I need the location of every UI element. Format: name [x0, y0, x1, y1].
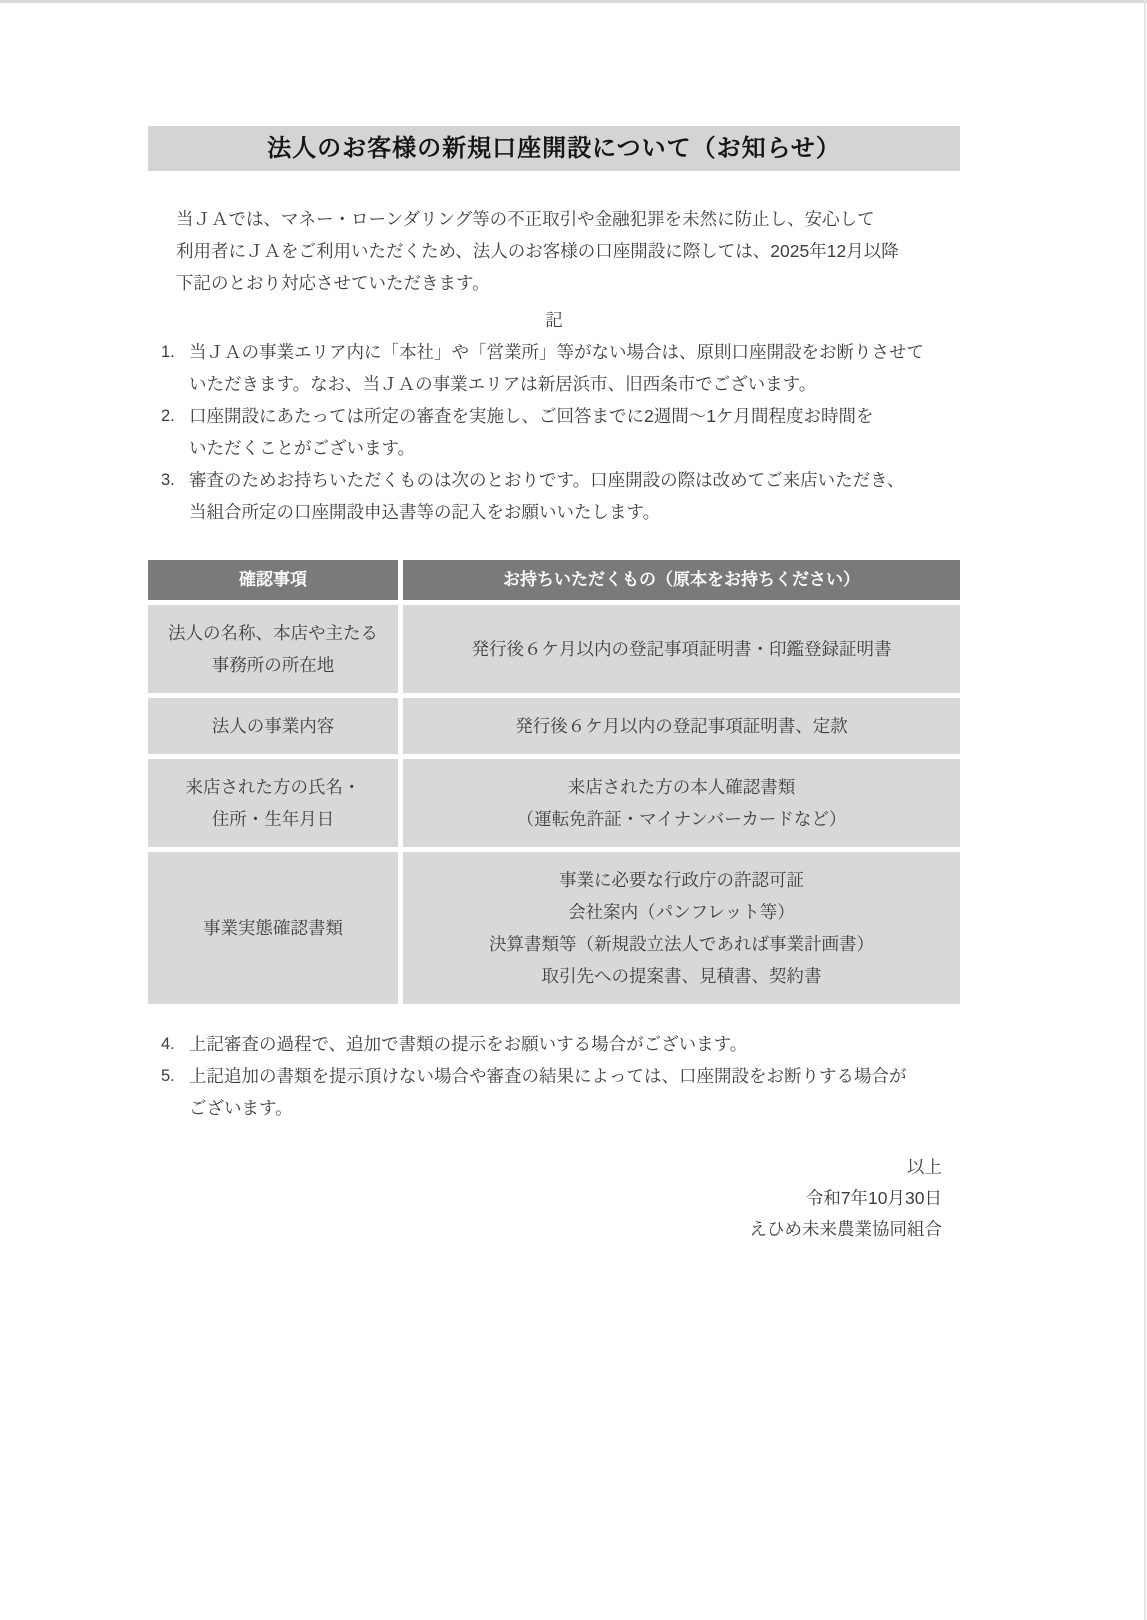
table-cell-line: 住所・生年月日	[211, 809, 335, 829]
intro-line: 当ＪＡでは、マネー・ローンダリング等の不正取引や金融犯罪を未然に防止し、安心して	[176, 209, 875, 229]
list-item	[148, 1060, 960, 1124]
list-item-line: 当ＪＡの事業エリア内に「本社」や「営業所」等がない場合は、原則口座開設をお断りさせて	[189, 342, 924, 362]
table-cell-line: 発行後６ケ月以内の登記事項証明書、定款	[515, 716, 848, 736]
list-item-number: 1.	[161, 343, 175, 361]
table-cell-item	[148, 605, 398, 693]
table-header-cell: 確認事項	[148, 560, 398, 600]
intro-paragraph	[176, 203, 960, 299]
list-item	[148, 400, 960, 464]
table-cell-line: 会社案内（パンフレット等）	[568, 902, 795, 922]
list-item-line: いただきます。なお、当ＪＡの事業エリアは新居浜市、旧西条市でございます。	[189, 374, 817, 394]
page-title: 法人のお客様の新規口座開設について（お知らせ）	[267, 135, 841, 162]
list-item-text	[189, 1028, 960, 1060]
document-content	[148, 0, 960, 1245]
table-cell-item	[148, 852, 398, 1004]
list-item-text	[189, 400, 960, 464]
list-item-line: 上記追加の書類を提示頂けない場合や審査の結果によっては、口座開設をお断りする場合が	[189, 1066, 907, 1086]
list-item-number: 3.	[161, 471, 175, 489]
footer-numbered-list	[148, 1028, 960, 1124]
table-cell-item	[148, 698, 398, 754]
organization-name: えひめ未来農業協同組合	[749, 1219, 942, 1239]
list-item-line: いただくことがございます。	[189, 438, 416, 458]
list-item-line: ございます。	[189, 1098, 293, 1118]
page-right-edge	[1144, 0, 1146, 1620]
table-header-cell: お持ちいただくもの（原本をお持ちください）	[403, 560, 960, 600]
table-cell-line: 決算書類等（新規設立法人であれば事業計画書）	[489, 934, 874, 954]
list-item	[148, 336, 960, 400]
table-cell-documents	[403, 605, 960, 693]
table-cell-line: 来店された方の氏名・	[185, 777, 361, 797]
list-item-line: 当組合所定の口座開設申込書等の記入をお願いいたします。	[189, 502, 661, 522]
table-cell-line: 取引先への提案書、見積書、契約書	[541, 966, 822, 986]
table-cell-line: 事業実態確認書類	[203, 918, 343, 938]
list-item-number: 5.	[161, 1067, 175, 1085]
list-item-number: 4.	[161, 1035, 175, 1053]
list-item-text	[189, 1060, 960, 1124]
table-cell-line: 法人の事業内容	[211, 716, 335, 736]
closing-label: 以上	[907, 1157, 942, 1177]
table-cell-line: 事務所の所在地	[211, 655, 335, 675]
table-cell-documents	[403, 852, 960, 1004]
document-date: 令和7年10月30日	[805, 1188, 942, 1208]
table-cell-documents	[403, 759, 960, 847]
requirements-table	[148, 560, 960, 1004]
table-cell-line: 事業に必要な行政庁の許認可証	[559, 870, 804, 890]
list-item-line: 上記審査の過程で、追加で書類の提示をお願いする場合がございます。	[189, 1034, 748, 1054]
table-cell-documents	[403, 698, 960, 754]
intro-line: 下記のとおり対応させていただきます。	[176, 273, 490, 293]
intro-line: 利用者にＪＡをご利用いただくため、法人のお客様の口座開設に際しては、2025年12月以降	[176, 241, 899, 261]
list-item-line: 口座開設にあたっては所定の審査を実施し、ご回答までに2週間～1ケ月間程度お時間を	[189, 406, 874, 426]
table-cell-line: 来店された方の本人確認書類	[567, 777, 796, 797]
list-item-number: 2.	[161, 407, 175, 425]
title-banner	[148, 126, 960, 171]
list-item	[148, 464, 960, 528]
table-cell-line: 発行後６ケ月以内の登記事項証明書・印鑑登録証明書	[471, 639, 892, 659]
numbered-list	[148, 336, 960, 528]
record-label: 記	[545, 310, 563, 330]
table-cell-line: 法人の名称、本店や主たる	[168, 623, 378, 643]
list-item	[148, 1028, 960, 1060]
table-cell-item	[148, 759, 398, 847]
closing-block	[148, 1152, 960, 1245]
table-cell-line: （運転免許証・マイナンバーカードなど）	[516, 809, 847, 829]
list-item-text	[189, 464, 960, 528]
list-item-text	[189, 336, 960, 400]
list-item-line: 審査のためお持ちいただくものは次のとおりです。口座開設の際は改めてご来店いただき、	[189, 470, 905, 490]
